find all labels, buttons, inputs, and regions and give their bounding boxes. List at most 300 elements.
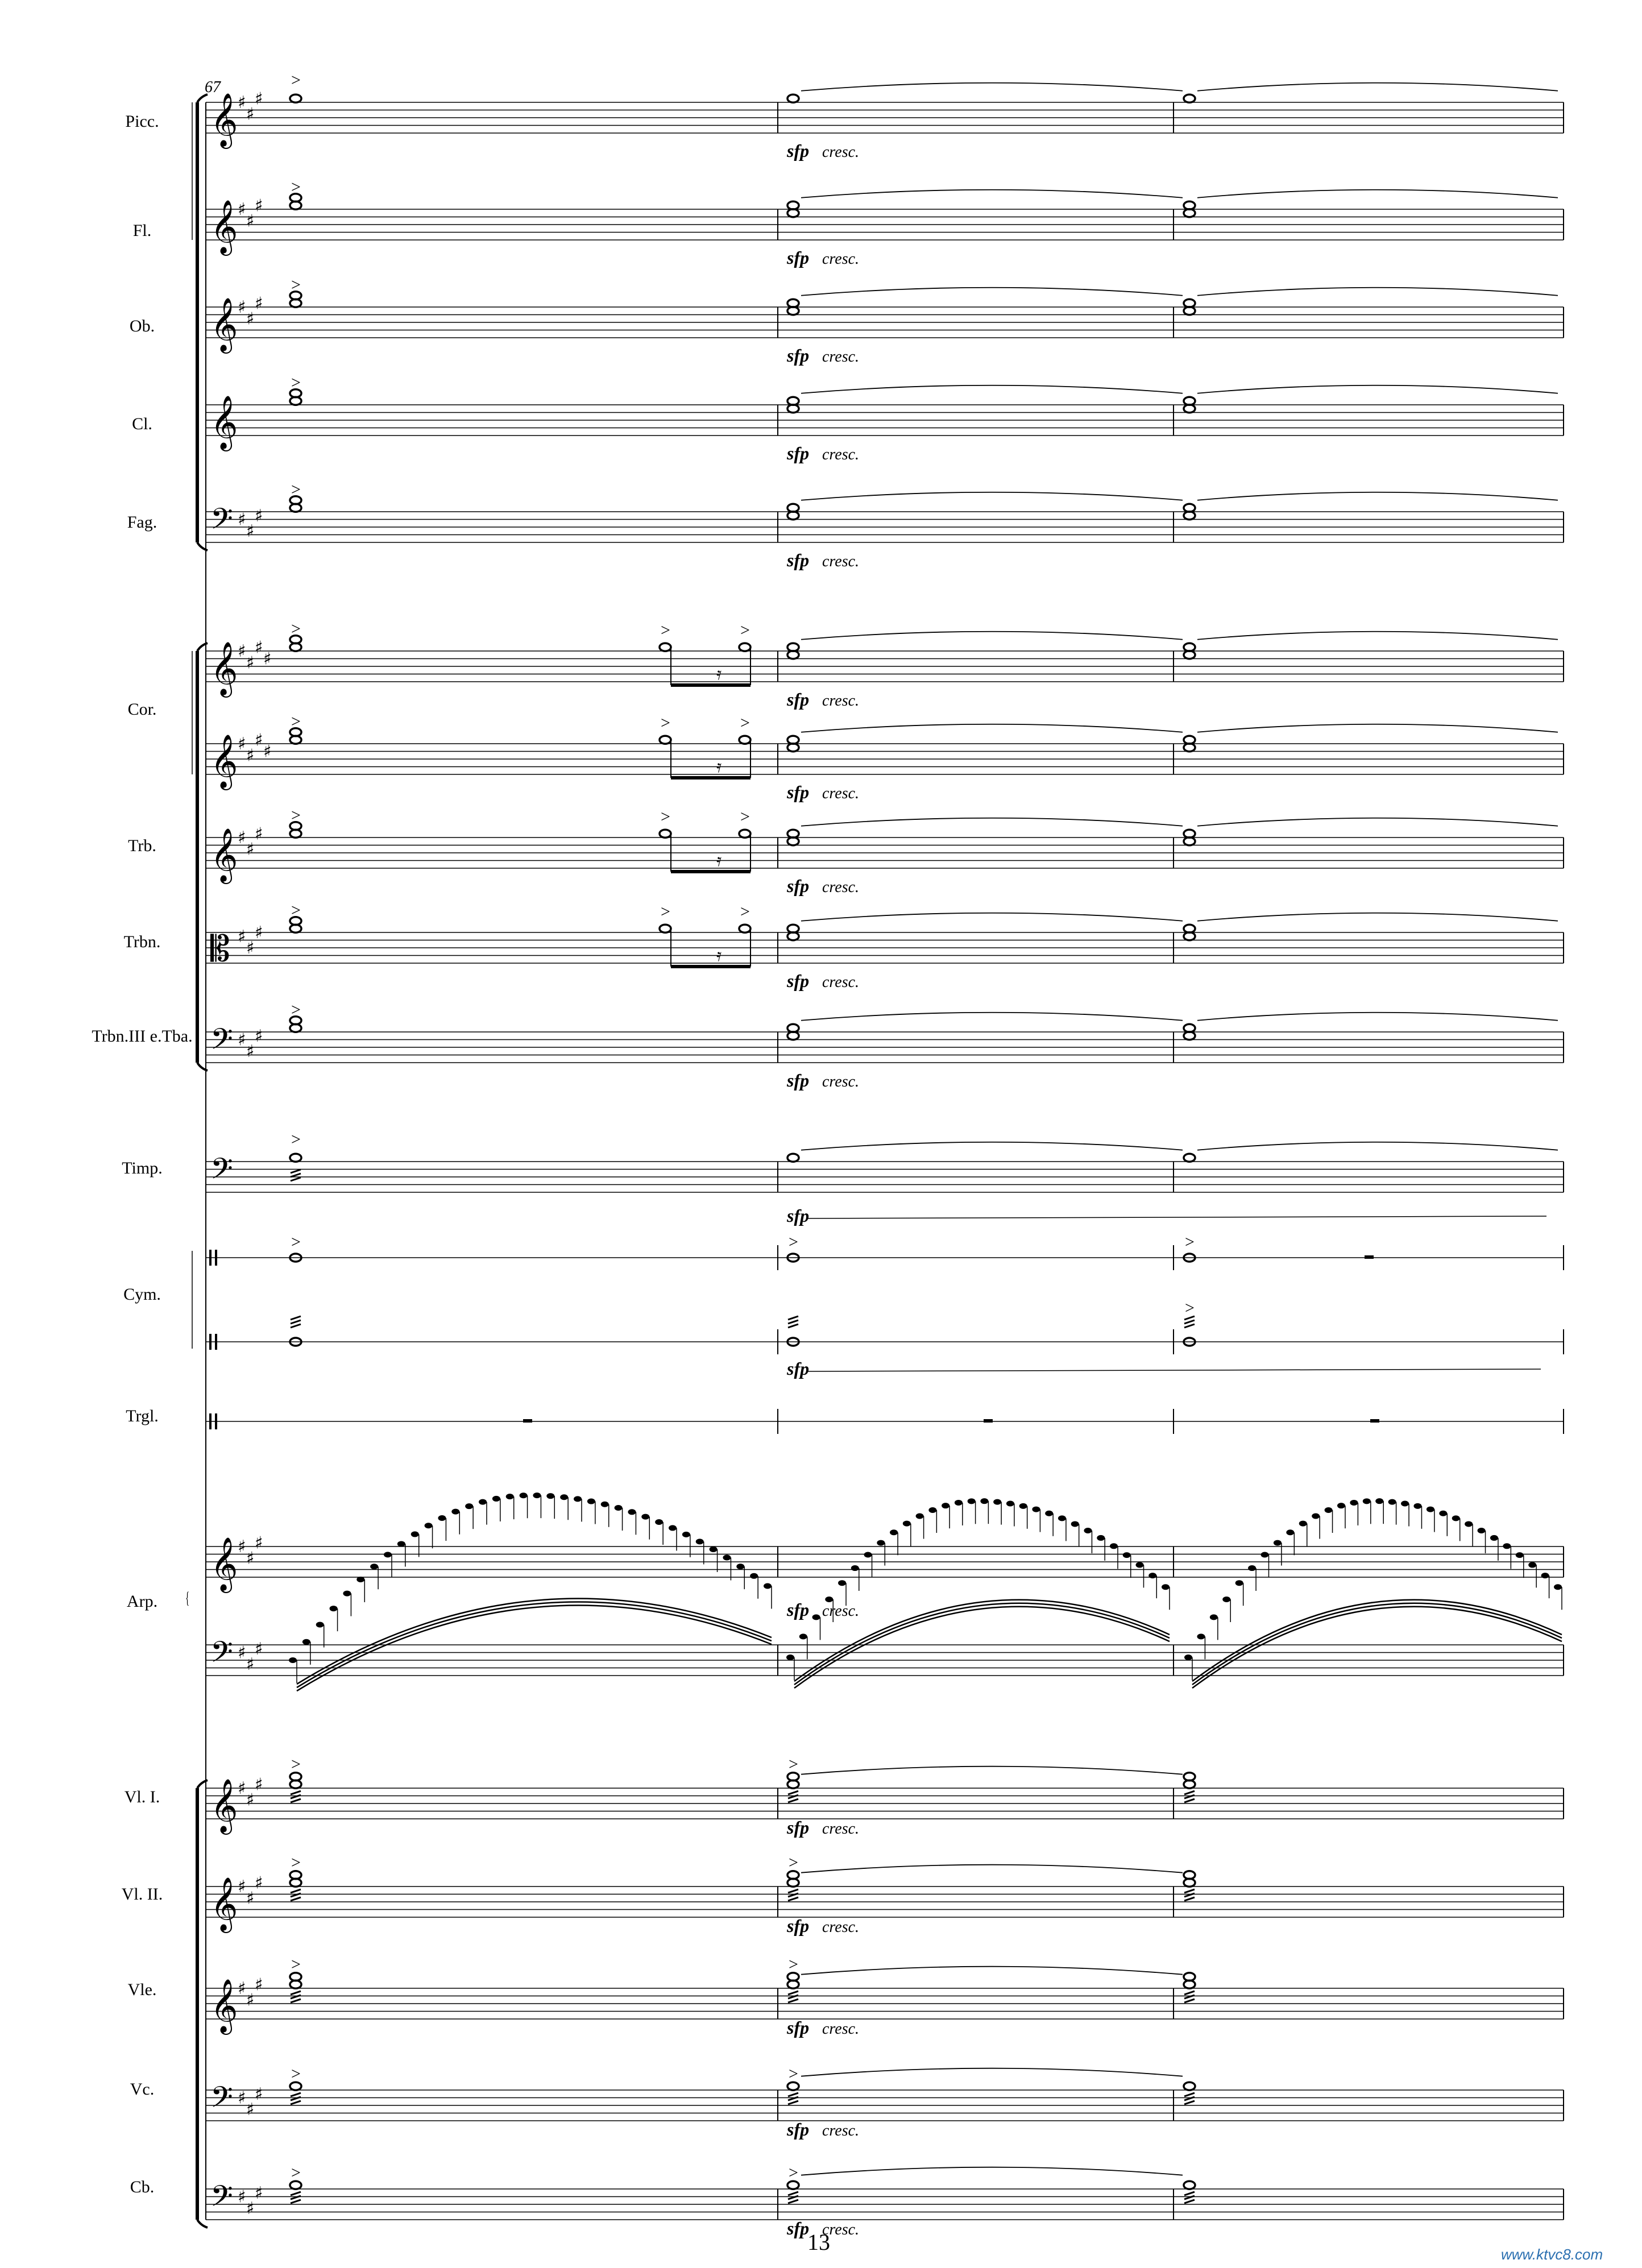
harp-note bbox=[786, 1655, 794, 1660]
tie bbox=[801, 818, 1183, 826]
bass-clef: 𝄢 bbox=[210, 501, 233, 543]
cresc-marking: cresc. bbox=[822, 348, 860, 366]
instrument-label: Fl. bbox=[132, 221, 152, 240]
string-note bbox=[1184, 2082, 1195, 2090]
key-sharp: ♯ bbox=[238, 1030, 246, 1050]
tie bbox=[1197, 724, 1558, 732]
harp-note bbox=[1554, 1584, 1562, 1590]
percussion-clef bbox=[209, 1413, 212, 1429]
tremolo-slash bbox=[1184, 1889, 1195, 1893]
accent-mark: > bbox=[291, 480, 301, 499]
tie bbox=[1197, 83, 1558, 91]
harp-note bbox=[1413, 1503, 1421, 1509]
accent-mark: > bbox=[291, 1000, 301, 1019]
key-sharp: ♯ bbox=[238, 509, 246, 530]
tie bbox=[1197, 1013, 1558, 1021]
dynamic-mark: sfp bbox=[787, 1599, 810, 1620]
treble-clef: 𝄞 bbox=[210, 734, 238, 788]
tremolo-slash bbox=[788, 1324, 798, 1328]
key-sharp: ♯ bbox=[246, 1548, 255, 1569]
tie bbox=[801, 913, 1183, 921]
eighth-note bbox=[660, 736, 671, 744]
harp-note bbox=[723, 1555, 731, 1561]
staff-1 bbox=[206, 177, 1564, 268]
cresc-marking: cresc. bbox=[822, 2122, 860, 2140]
harp-note bbox=[601, 1502, 609, 1507]
harp-note bbox=[1452, 1515, 1460, 1521]
harp-note bbox=[682, 1532, 690, 1537]
harp-note bbox=[1427, 1507, 1434, 1512]
percussion-clef bbox=[209, 1250, 212, 1266]
harp-note bbox=[343, 1591, 351, 1597]
accent-mark: > bbox=[661, 807, 670, 826]
harp-note bbox=[955, 1500, 963, 1506]
key-sharp: ♯ bbox=[255, 1774, 263, 1795]
harp-note bbox=[655, 1519, 663, 1525]
held-note bbox=[1184, 94, 1195, 102]
accent-mark: > bbox=[291, 2064, 301, 2084]
instrument-label: Timp. bbox=[122, 1159, 163, 1177]
rest: 𝄿 bbox=[716, 851, 722, 870]
harp-note bbox=[397, 1541, 405, 1546]
staff-14 bbox=[206, 1755, 1564, 1838]
staff-3 bbox=[206, 373, 1564, 463]
note-beam bbox=[1192, 1603, 1562, 1685]
staff-17 bbox=[206, 2064, 1564, 2140]
accent-mark: > bbox=[291, 71, 301, 90]
staff-16 bbox=[206, 1955, 1564, 2038]
cresc-marking: cresc. bbox=[822, 2020, 860, 2038]
cresc-marking: cresc. bbox=[822, 2221, 860, 2238]
harp-note bbox=[425, 1523, 433, 1528]
harp-note bbox=[1388, 1499, 1396, 1505]
page-number: 13 bbox=[807, 2229, 830, 2255]
harp-note bbox=[451, 1509, 459, 1515]
harp-note bbox=[574, 1496, 582, 1502]
harp-note bbox=[316, 1622, 324, 1628]
accent-mark: > bbox=[1185, 1299, 1195, 1317]
key-sharp: ♯ bbox=[246, 653, 255, 673]
treble-clef: 𝄞 bbox=[210, 1877, 238, 1931]
dynamic-mark: sfp bbox=[787, 876, 810, 896]
measure-number: 67 bbox=[205, 78, 221, 96]
dynamic-mark: sfp bbox=[787, 1915, 810, 1936]
instrument-label: Arp. bbox=[126, 1592, 158, 1611]
harp-note bbox=[890, 1529, 898, 1535]
accent-mark: > bbox=[291, 619, 301, 638]
triangle-staff bbox=[206, 1409, 1564, 1434]
harp-bass-staff bbox=[206, 1635, 1564, 1676]
accent-mark: > bbox=[789, 2163, 798, 2183]
tremolo-slash bbox=[788, 1897, 798, 1901]
accent-mark: > bbox=[291, 373, 301, 392]
key-sharp: ♯ bbox=[246, 1990, 255, 2010]
harp-note bbox=[1516, 1552, 1524, 1558]
dynamic-mark: sfp bbox=[787, 345, 810, 366]
tremolo-slash bbox=[788, 1999, 798, 2002]
key-sharp: ♯ bbox=[255, 293, 263, 314]
dynamic-mark: sfp bbox=[787, 1070, 810, 1091]
tie bbox=[801, 1013, 1183, 1021]
accent-mark: > bbox=[291, 1130, 301, 1149]
tremolo-slash bbox=[291, 1170, 301, 1173]
tremolo-slash bbox=[1184, 1897, 1195, 1901]
held-note bbox=[1184, 1154, 1195, 1162]
hairpin-line bbox=[807, 1369, 1541, 1371]
treble-clef: 𝄞 bbox=[210, 297, 238, 351]
tie bbox=[801, 2068, 1183, 2076]
cresc-marking: cresc. bbox=[822, 250, 860, 268]
hairpin-line bbox=[807, 1216, 1546, 1218]
tremolo-slash bbox=[291, 1177, 301, 1181]
key-sharp: ♯ bbox=[246, 104, 255, 125]
staff-18 bbox=[206, 2163, 1564, 2238]
harp-note bbox=[520, 1492, 528, 1498]
staff-6 bbox=[206, 712, 1564, 802]
harp-note bbox=[1110, 1543, 1118, 1549]
tie bbox=[801, 83, 1183, 91]
harp-note bbox=[864, 1552, 872, 1558]
percussion-clef bbox=[215, 1250, 217, 1266]
cresc-marking: cresc. bbox=[822, 785, 860, 802]
cymbal-staff-2 bbox=[206, 1299, 1564, 1379]
harp-note bbox=[993, 1499, 1001, 1505]
key-sharp: ♯ bbox=[255, 1533, 263, 1553]
tie bbox=[1197, 492, 1558, 500]
tie bbox=[1197, 190, 1558, 198]
key-sharp: ♯ bbox=[246, 1790, 255, 1810]
harp-note bbox=[1235, 1580, 1243, 1586]
eighth-note bbox=[739, 643, 750, 651]
accent-mark: > bbox=[291, 806, 301, 825]
tremolo-slash bbox=[291, 1791, 301, 1794]
harp-note bbox=[289, 1657, 297, 1663]
instrument-label: Cym. bbox=[123, 1285, 161, 1304]
eighth-note bbox=[660, 830, 671, 837]
key-sharp: ♯ bbox=[238, 1778, 246, 1798]
harp-note bbox=[1350, 1500, 1358, 1506]
harp-note bbox=[1071, 1521, 1079, 1527]
tremolo-slash bbox=[1184, 1799, 1195, 1802]
key-sharp: ♯ bbox=[255, 2084, 263, 2104]
harp-note bbox=[1197, 1633, 1205, 1639]
tremolo-slash bbox=[788, 1320, 798, 1324]
tie bbox=[801, 1767, 1183, 1774]
tie bbox=[1197, 632, 1558, 640]
key-sharp: ♯ bbox=[255, 923, 263, 943]
harp-note bbox=[1148, 1573, 1156, 1578]
tremolo-slash bbox=[788, 2192, 798, 2195]
harp-note bbox=[356, 1577, 364, 1582]
key-sharp: ♯ bbox=[238, 2088, 246, 2108]
instrument-label: Cl. bbox=[132, 414, 152, 433]
dynamic-mark: sfp bbox=[787, 971, 810, 991]
instrument-label: Vl. II. bbox=[121, 1885, 163, 1904]
tie bbox=[801, 1967, 1183, 1975]
dynamic-mark: sfp bbox=[787, 2017, 810, 2038]
string-note bbox=[290, 2181, 301, 2189]
key-sharp: ♯ bbox=[238, 1643, 246, 1663]
harp-note bbox=[370, 1564, 378, 1569]
instrument-label: Vle. bbox=[127, 1980, 157, 1999]
eighth-note bbox=[739, 736, 750, 744]
tie bbox=[1197, 288, 1558, 296]
dynamic-mark: sfp bbox=[787, 443, 810, 463]
harp-note bbox=[1337, 1503, 1345, 1508]
key-sharp: ♯ bbox=[255, 824, 263, 844]
harp-note bbox=[546, 1493, 554, 1499]
key-sharp: ♯ bbox=[255, 505, 263, 526]
harp-note bbox=[492, 1496, 500, 1502]
cresc-marking: cresc. bbox=[822, 1918, 860, 1936]
harp-note bbox=[1401, 1500, 1409, 1506]
accent-mark: > bbox=[740, 714, 750, 732]
key-sharp: ♯ bbox=[255, 1026, 263, 1046]
tie bbox=[801, 632, 1183, 640]
harp-note bbox=[1184, 1655, 1192, 1660]
percussion-clef bbox=[215, 1413, 217, 1429]
bass-clef: 𝄢 bbox=[210, 1151, 233, 1193]
cresc-marking: cresc. bbox=[822, 1602, 860, 1620]
instrument-label: Picc. bbox=[125, 112, 159, 131]
eighth-note bbox=[739, 830, 750, 837]
staff-4 bbox=[206, 480, 1564, 570]
accent-mark: > bbox=[291, 1853, 301, 1872]
instrument-label: Trbn. bbox=[123, 932, 161, 951]
instrument-label: Fag. bbox=[127, 513, 157, 532]
rest: 𝄿 bbox=[716, 946, 722, 965]
accent-mark: > bbox=[661, 621, 670, 640]
staff-7 bbox=[206, 806, 1564, 896]
staff-9 bbox=[206, 1000, 1564, 1091]
dynamic-mark: sfp bbox=[787, 1205, 810, 1226]
dynamic-mark: sfp bbox=[787, 2119, 810, 2140]
key-sharp: ♯ bbox=[263, 649, 272, 669]
instrument-label: Trbn.III e.Tba. bbox=[92, 1027, 193, 1046]
harp-note bbox=[587, 1499, 595, 1504]
harp-note bbox=[641, 1514, 649, 1520]
harp-note bbox=[980, 1498, 988, 1504]
accent-mark: > bbox=[789, 1853, 798, 1872]
accent-mark: > bbox=[291, 901, 301, 920]
harp-note bbox=[1210, 1614, 1218, 1620]
harp-note bbox=[1019, 1503, 1027, 1509]
rest bbox=[984, 1419, 993, 1423]
staff-0 bbox=[206, 71, 1564, 161]
rest bbox=[1365, 1255, 1374, 1259]
key-sharp: ♯ bbox=[246, 2198, 255, 2219]
key-sharp: ♯ bbox=[255, 196, 263, 216]
accent-mark: > bbox=[661, 714, 670, 732]
harp-note bbox=[1286, 1529, 1294, 1535]
dynamic-mark: sfp bbox=[787, 140, 810, 161]
harp-note bbox=[1058, 1515, 1066, 1521]
harp-brace: { bbox=[185, 1589, 190, 1608]
harp-note bbox=[1084, 1528, 1092, 1533]
accent-mark: > bbox=[291, 1955, 301, 1974]
harp-note bbox=[1299, 1521, 1307, 1527]
key-sharp: ♯ bbox=[255, 89, 263, 109]
harp-note bbox=[506, 1494, 514, 1499]
tremolo-slash bbox=[1184, 2200, 1195, 2203]
chord-note bbox=[290, 1154, 301, 1162]
harp-note bbox=[560, 1494, 568, 1500]
staff-5 bbox=[206, 619, 1564, 710]
tremolo-slash bbox=[291, 1324, 301, 1328]
key-sharp: ♯ bbox=[238, 734, 246, 754]
tremolo-slash bbox=[291, 1174, 301, 1177]
cresc-marking: cresc. bbox=[822, 446, 860, 463]
dynamic-mark: sfp bbox=[787, 689, 810, 710]
bass-clef: 𝄢 bbox=[210, 1635, 233, 1676]
instrument-label: Vc. bbox=[130, 2080, 155, 2099]
string-note bbox=[787, 2082, 799, 2090]
tie bbox=[1197, 913, 1558, 921]
tremolo-slash bbox=[1184, 2101, 1195, 2104]
held-note bbox=[787, 1154, 799, 1162]
harp-note bbox=[533, 1492, 541, 1498]
tremolo-slash bbox=[291, 2192, 301, 2195]
instrument-label: Trgl. bbox=[126, 1407, 159, 1425]
percussion-clef bbox=[215, 1334, 217, 1350]
harp-note bbox=[928, 1507, 936, 1513]
instrument-label: Cor. bbox=[127, 700, 157, 719]
dynamic-mark: sfp bbox=[787, 550, 810, 570]
bass-clef: 𝄢 bbox=[210, 2179, 233, 2220]
harp-note bbox=[384, 1552, 392, 1557]
harp-note bbox=[710, 1546, 718, 1552]
key-sharp: ♯ bbox=[246, 2099, 255, 2120]
accent-mark: > bbox=[789, 2064, 798, 2084]
tremolo-slash bbox=[1184, 2093, 1195, 2096]
harp-note bbox=[1006, 1500, 1014, 1506]
held-note bbox=[787, 94, 799, 102]
harp-note bbox=[903, 1521, 911, 1527]
chord-note bbox=[290, 94, 301, 102]
tremolo-slash bbox=[291, 2101, 301, 2104]
tremolo-slash bbox=[1184, 2192, 1195, 2195]
harp-note bbox=[1222, 1597, 1230, 1602]
tie bbox=[1197, 385, 1558, 393]
string-note bbox=[787, 2181, 799, 2189]
key-sharp: ♯ bbox=[263, 741, 272, 762]
key-sharp: ♯ bbox=[246, 1888, 255, 1909]
key-sharp: ♯ bbox=[255, 1873, 263, 1893]
harp-note bbox=[465, 1503, 473, 1509]
harp-note bbox=[330, 1606, 338, 1611]
key-sharp: ♯ bbox=[246, 309, 255, 329]
harp-note bbox=[877, 1540, 885, 1546]
key-sharp: ♯ bbox=[246, 521, 255, 541]
rest bbox=[523, 1419, 532, 1423]
harp-note bbox=[1135, 1562, 1143, 1568]
instrument-label: Ob. bbox=[129, 317, 155, 335]
harp-note bbox=[669, 1525, 677, 1531]
accent-mark: > bbox=[789, 1955, 798, 1974]
rest: 𝄿 bbox=[716, 757, 722, 777]
staff-10 bbox=[206, 1130, 1564, 1226]
cresc-marking: cresc. bbox=[822, 692, 860, 710]
harp-note bbox=[1312, 1513, 1320, 1519]
harp-note bbox=[696, 1539, 704, 1544]
harp-note bbox=[1490, 1535, 1498, 1541]
tremolo-slash bbox=[1184, 1991, 1195, 1995]
instrument-label: Vl. I. bbox=[124, 1788, 160, 1806]
treble-clef: 𝄞 bbox=[210, 641, 238, 695]
eighth-note bbox=[660, 643, 671, 651]
note-beam bbox=[1192, 1600, 1562, 1681]
key-sharp: ♯ bbox=[255, 1639, 263, 1659]
key-sharp: ♯ bbox=[238, 2187, 246, 2207]
harp-note bbox=[916, 1513, 924, 1519]
tremolo-slash bbox=[1184, 1320, 1195, 1324]
tremolo-slash bbox=[788, 2200, 798, 2203]
bass-clef: 𝄢 bbox=[210, 1022, 233, 1063]
tie bbox=[801, 2167, 1183, 2175]
key-sharp: ♯ bbox=[246, 1041, 255, 1062]
harp-note bbox=[1274, 1540, 1282, 1546]
harp-note bbox=[1528, 1562, 1536, 1568]
harp-note bbox=[479, 1499, 487, 1505]
tremolo-slash bbox=[291, 1999, 301, 2002]
accent-mark: > bbox=[1185, 1233, 1195, 1251]
eighth-note bbox=[739, 924, 750, 932]
string-note bbox=[1184, 2181, 1195, 2189]
harp-note bbox=[825, 1597, 833, 1602]
harp-note bbox=[968, 1498, 976, 1504]
harp-note bbox=[1045, 1511, 1053, 1516]
harp-note bbox=[1375, 1498, 1383, 1504]
percussion-clef bbox=[209, 1334, 212, 1350]
rest bbox=[1370, 1419, 1379, 1423]
key-sharp: ♯ bbox=[246, 1654, 255, 1674]
harp-note bbox=[1541, 1573, 1549, 1578]
note-beam bbox=[297, 1599, 772, 1684]
tie bbox=[801, 1865, 1183, 1873]
harp-note bbox=[1260, 1552, 1268, 1558]
tremolo-slash bbox=[291, 1320, 301, 1324]
eighth-note bbox=[660, 924, 671, 932]
bracket-hook bbox=[197, 2220, 208, 2228]
tremolo-slash bbox=[291, 1897, 301, 1901]
tremolo-slash bbox=[788, 1991, 798, 1995]
tremolo-slash bbox=[788, 2093, 798, 2096]
tremolo-slash bbox=[1184, 1324, 1195, 1328]
harp-note bbox=[1162, 1584, 1170, 1590]
accent-mark: > bbox=[740, 621, 750, 640]
harp-note bbox=[1478, 1528, 1486, 1533]
key-sharp: ♯ bbox=[246, 839, 255, 860]
treble-clef: 𝄞 bbox=[210, 1979, 238, 2033]
harp-note bbox=[1439, 1511, 1447, 1516]
harp-note bbox=[411, 1531, 419, 1537]
key-sharp: ♯ bbox=[238, 93, 246, 113]
accent-mark: > bbox=[291, 712, 301, 731]
harp-note bbox=[812, 1614, 820, 1620]
cresc-marking: cresc. bbox=[822, 878, 860, 896]
cymbal-staff-1 bbox=[206, 1233, 1564, 1270]
rest: 𝄿 bbox=[716, 664, 722, 684]
tremolo-slash bbox=[291, 1799, 301, 1802]
treble-clef: 𝄞 bbox=[210, 395, 238, 449]
accent-mark: > bbox=[789, 1233, 798, 1251]
accent-mark: > bbox=[661, 902, 670, 921]
key-sharp: ♯ bbox=[238, 828, 246, 848]
harp-note bbox=[1097, 1535, 1105, 1541]
harp-note bbox=[1465, 1521, 1473, 1527]
key-sharp: ♯ bbox=[246, 211, 255, 231]
instrument-label: Trb. bbox=[128, 836, 156, 855]
